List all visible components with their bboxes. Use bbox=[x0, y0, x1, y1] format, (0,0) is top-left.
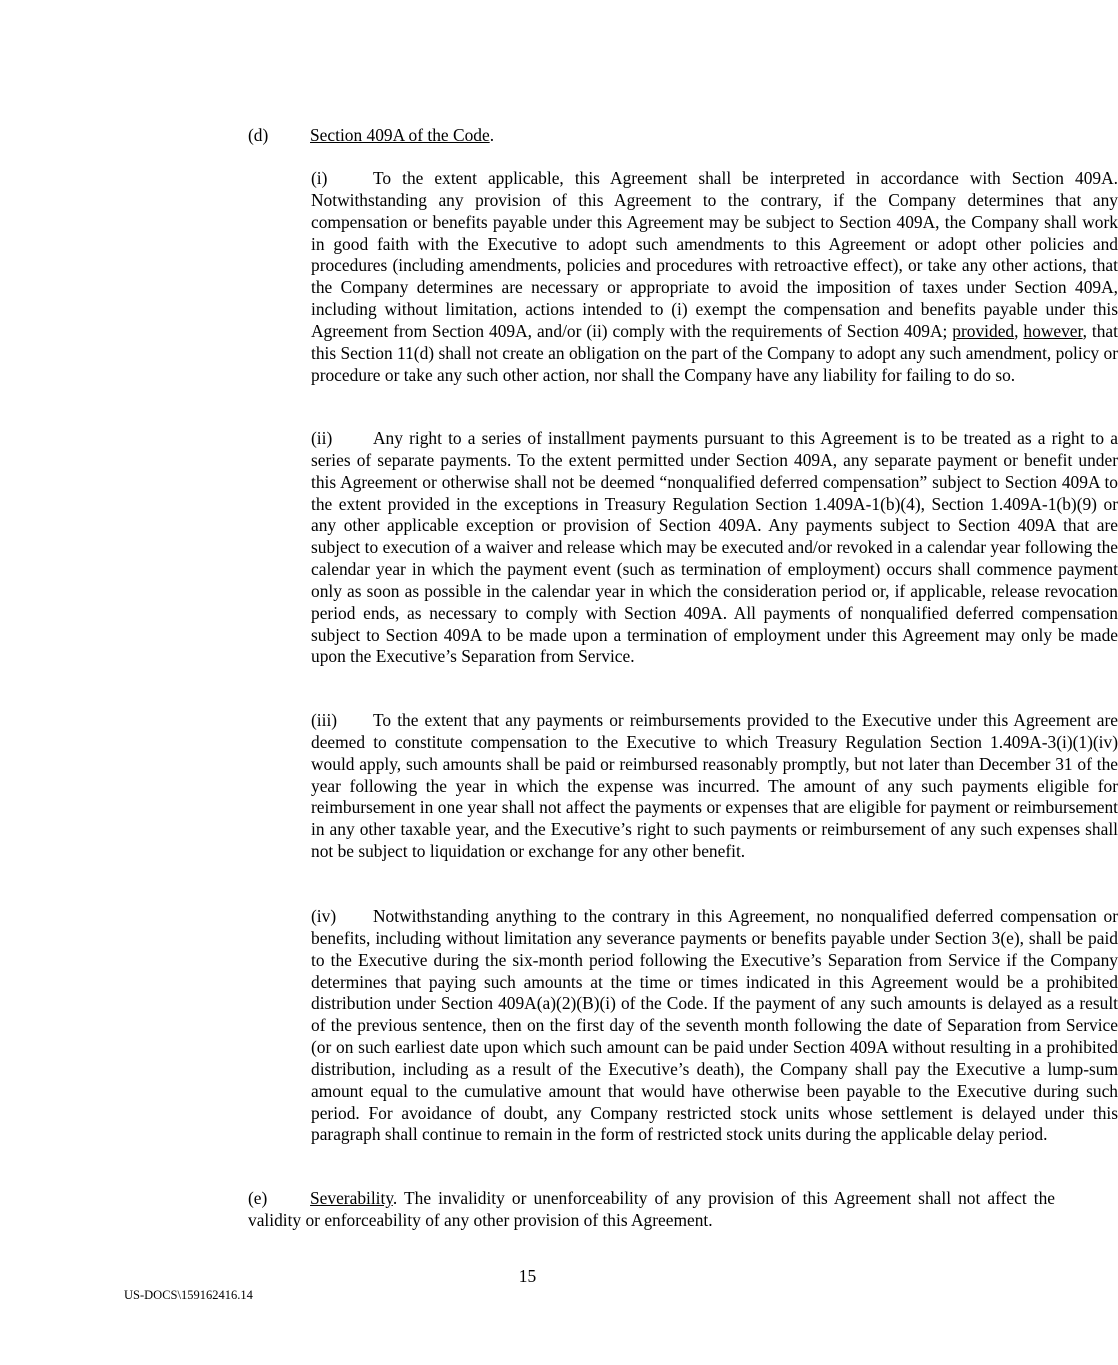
section-e-number: (e) bbox=[248, 1188, 268, 1208]
paragraph-d-ii-number: (ii) bbox=[311, 428, 333, 448]
section-d-heading bbox=[248, 125, 494, 147]
paragraph-d-iv bbox=[124, 906, 1118, 1146]
document-id: US-DOCS\159162416.14 bbox=[124, 1288, 253, 1302]
section-d-punct: . bbox=[489, 125, 495, 145]
provided-comma: , bbox=[1014, 320, 1019, 341]
paragraph-d-iii bbox=[124, 710, 1118, 863]
section-d-title: Section 409A of the Code bbox=[310, 125, 490, 145]
paragraph-d-iii-number: (iii) bbox=[311, 710, 338, 730]
however-term: however bbox=[1023, 320, 1083, 341]
paragraph-d-i bbox=[124, 168, 1118, 386]
paragraph-d-i-tail: , that this Section 11(d) shall not create an obligation on the part of the Company to adopt any such amendment, policy or procedure or take any such other action, nor shall the Company have any liability for failing to do so. bbox=[311, 320, 1118, 385]
paragraph-d-ii bbox=[124, 428, 1118, 668]
paragraph-d-iv-number: (iv) bbox=[311, 906, 337, 926]
paragraph-d-iii-text: To the extent that any payments or reimbursements provided to the Executive under this Agreement are deemed to constitute compensation to the Executive to which Treasury Regulation Section 1.409A-3(i)(1)(iv) would apply, such amounts shall be paid or reimbursed reasonably promptly, but not later than December 31 of the year following the year in which the expense was incurred. The amount of any such payments eligible for reimbursement in one year shall not affect the payments or expenses that are eligible for payment or reimbursement in any other taxable year, and the Executive’s right to such payments or reimbursement of any such expenses shall not be subject to liquidation or exchange for any other benefit. bbox=[311, 710, 1118, 862]
section-e-title: Severability bbox=[310, 1188, 393, 1208]
page-number: 15 bbox=[518, 1266, 537, 1286]
section-d-number: (d) bbox=[248, 125, 269, 145]
paragraph-d-ii-text: Any right to a series of installment payments pursuant to this Agreement is to be treated as a right to a series of separate payments. To the extent permitted under Section 409A, any separate payment or benefit under this Agreement or otherwise shall not be deemed “nonqualified deferred compensation” subject to Section 409A to the extent provided in the exceptions in Treasury Regulation Section 1.409A-1(b)(4), Section 1.409A-1(b)(9) or any other applicable exception or provision of Section 409A. Any payments subject to Section 409A that are subject to execution of a waiver and release which may be executed and/or revoked in a calendar year following the calendar year in which the payment event (such as termination of employment) occurs shall commence payment only as soon as possible in the calendar year in which the consideration period or, if applicable, release revocation period ends, as necessary to comply with Section 409A. All payments of nonqualified deferred compensation subject to Section 409A to be made upon a termination of employment under this Agreement may only be made upon the Executive’s Separation from Service. bbox=[311, 428, 1118, 667]
section-e-text: . The invalidity or unenforceability of any provision of this Agreement shall not affect the validity or enforceability of any other provision of this Agreement. bbox=[248, 1188, 1055, 1230]
paragraph-d-iv-text: Notwithstanding anything to the contrary in this Agreement, no nonqualified deferred compensation or benefits, including without limitation any severance payments or benefits payable under Section 3(e), shall be paid to the Executive during the six-month period following the Executive’s Separation from Service if the Company determines that paying such amounts at the time or times indicated in this Agreement would be a prohibited distribution under Section 409A(a)(2)(B)(i) of the Code. If the payment of any such amounts is delayed as a result of the previous sentence, then on the first day of the seventh month following the date of Separation from Service (or on such earliest date upon which such amount can be paid under Section 409A without resulting in a prohibited distribution, including as a result of the Executive’s death), the Company shall pay the Executive a lump-sum amount equal to the cumulative amount that would have otherwise been payable to the Executive during such period. For avoidance of doubt, any Company restricted stock units whose settlement is delayed under this paragraph shall continue to remain in the form of restricted stock units during the applicable delay period. bbox=[311, 906, 1118, 1145]
paragraph-d-i-number: (i) bbox=[311, 168, 328, 188]
provided-term: provided bbox=[952, 320, 1015, 341]
paragraph-d-i-text: To the extent applicable, this Agreement shall be interpreted in accordance with Section 409A. Notwithstanding any provision of this Agreement to the contrary, if the Company determines that any compensation or benefits payable under this Agreement may be subject to Section 409A, the Company shall work in good faith with the Executive to adopt such amendments to this Agreement or adopt other policies and procedures (including amendments, policies and procedures with retroactive effect), or take any other actions, that the Company determines are necessary or appropriate to avoid the imposition of taxes under Section 409A, including without limitation, actions intended to (i) exempt the compensation and benefits payable under this Agreement from Section 409A, and/or (ii) comply with the requirements of Section 409A; bbox=[311, 168, 1118, 341]
section-e-paragraph bbox=[124, 1188, 1055, 1232]
